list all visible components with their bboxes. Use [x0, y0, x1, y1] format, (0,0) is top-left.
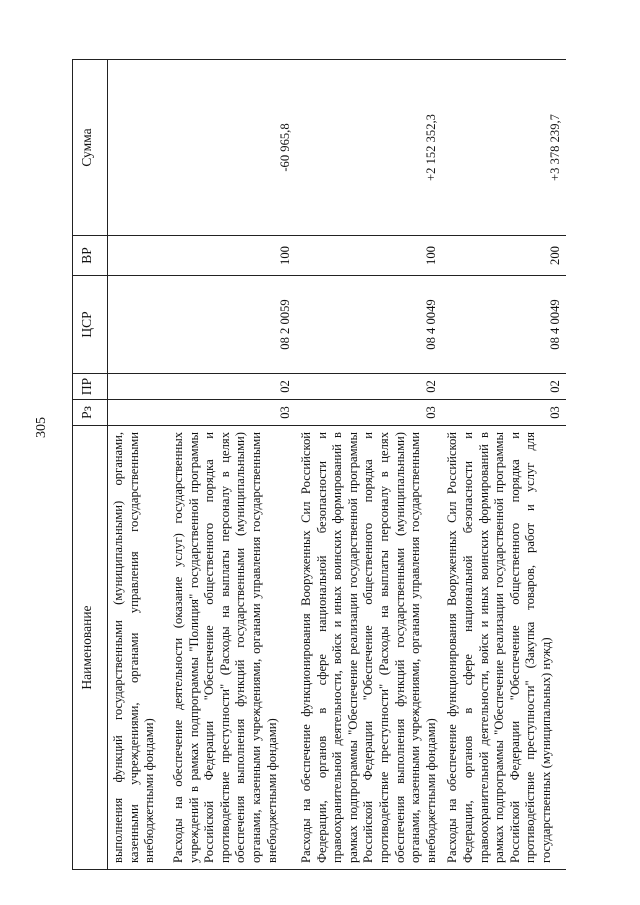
row-pr: 02 — [296, 374, 442, 400]
row-name: выполнения функций государственными (муниципальными) органами, казенными учреждениями, органами управления государственными внебюджетными фондами) — [108, 426, 169, 870]
row-csr: 08 2 0059 — [168, 276, 296, 374]
header-pr: ПР — [73, 374, 108, 400]
header-sum: Сумма — [73, 60, 108, 236]
budget-table — [72, 59, 566, 870]
row-vr: 200 — [442, 236, 566, 276]
row-name: Расходы на обеспечение функционирования Вооруженных Сил Российской Федерации, органов в сфере национальной безопасности и правоохранительной деятельности, войск и иных воинских формирований в рамках подпрограммы "Обеспечение реализации государственной программы Российской Федерации "Обеспечение общественного порядка и противодействие преступности" (Расходы на выплаты персоналу в целях обеспечения выполнения функций государственными (муниципальными) органами, казенными учреждениями, органами управления государственными внебюджетными фондами) — [296, 426, 442, 870]
page-number: 305 — [34, 417, 49, 438]
header-csr: ЦСР — [73, 276, 108, 374]
row-sum: +2 152 352,3 — [296, 60, 442, 236]
row-rz: 03 — [296, 400, 442, 426]
row-name: Расходы на обеспечение деятельности (оказание услуг) государственных учреждений в рамках подпрограммы "Полиция" государственной программы Российской Федерации "Обеспечение общественного порядка и противодействие преступности" (Расходы на выплаты персоналу в целях обеспечения выполнения функций государственными (муниципальными) органами, казенными учреждениями, органами управления государственными внебюджетными фондами) — [168, 426, 296, 870]
row-csr: 08 4 0049 — [442, 276, 566, 374]
table-row — [108, 60, 169, 870]
table-row — [296, 60, 442, 870]
row-rz — [108, 400, 169, 426]
header-name: Наименование — [73, 426, 108, 870]
row-vr — [108, 236, 169, 276]
table-row — [442, 60, 566, 870]
row-csr — [108, 276, 169, 374]
row-sum: -60 965,8 — [168, 60, 296, 236]
row-sum — [108, 60, 169, 236]
row-rz: 03 — [168, 400, 296, 426]
row-rz: 03 — [442, 400, 566, 426]
row-name: Расходы на обеспечение функционирования Вооруженных Сил Российской Федерации, органов в сфере национальной безопасности и правоохранительной деятельности, войск и иных воинских формирований в рамках подпрограммы "Обеспечение реализации государственной программы Российской Федерации "Обеспечение общественного порядка и противодействие преступности" (Закупка товаров, работ и услуг для государственных (муниципальных) нужд) — [442, 426, 566, 870]
row-pr: 02 — [442, 374, 566, 400]
row-vr: 100 — [296, 236, 442, 276]
header-rz: Рз — [73, 400, 108, 426]
row-vr: 100 — [168, 236, 296, 276]
header-vr: ВР — [73, 236, 108, 276]
table-header-row — [73, 60, 108, 870]
row-sum: +3 378 239,7 — [442, 60, 566, 236]
row-csr: 08 4 0049 — [296, 276, 442, 374]
row-pr: 02 — [168, 374, 296, 400]
table-row — [168, 60, 296, 870]
row-pr — [108, 374, 169, 400]
